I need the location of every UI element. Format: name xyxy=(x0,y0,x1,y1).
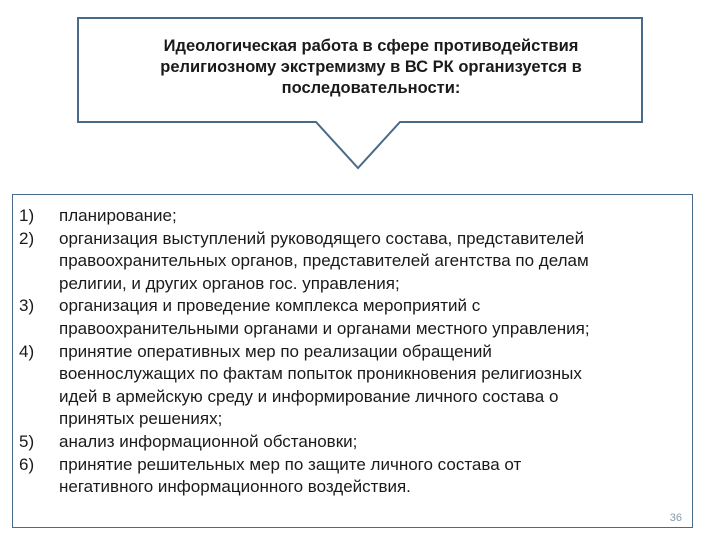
list-item-text: планирование; xyxy=(59,206,177,225)
list-item xyxy=(19,295,691,340)
list-item-text: организация и проведение комплекса мероприятий с xyxy=(59,296,481,316)
list-item-number: 2) xyxy=(19,228,35,248)
callout-title-line: религиозному экстремизму в ВС РК организуется в xyxy=(160,58,582,76)
list-item-number: 3) xyxy=(19,296,35,316)
list-item-number: 5) xyxy=(19,431,35,451)
list-item-text: принятых решениях; xyxy=(59,409,223,429)
list-item-number: 6) xyxy=(19,454,35,474)
list-item xyxy=(19,228,691,296)
list-item-number: 1) xyxy=(19,206,35,225)
steps-list xyxy=(19,205,691,499)
callout-title xyxy=(88,36,654,99)
steps-box xyxy=(12,194,693,528)
list-item xyxy=(19,205,691,228)
list-item-text: негативного информационного воздействия. xyxy=(59,477,411,497)
list-item-text: принятие оперативных мер по реализации обращений xyxy=(59,341,492,361)
list-item xyxy=(19,341,691,431)
list-item-text: идей в армейскую среду и информирование личного состава о xyxy=(59,386,559,406)
callout-title-line: последовательности: xyxy=(281,79,461,97)
list-item-text: организация выступлений руководящего состава, представителей xyxy=(59,228,585,248)
list-item-text: религии, и других органов гос. управления; xyxy=(59,273,400,293)
list-item-text: правоохранительными органами и органами местного управления; xyxy=(59,318,590,338)
list-item-number: 4) xyxy=(19,341,35,361)
list-item-text: принятие решительных мер по защите личного состава от xyxy=(59,454,522,474)
list-item xyxy=(19,454,691,499)
list-item xyxy=(19,431,691,454)
list-item-text: анализ информационной обстановки; xyxy=(59,431,358,451)
list-item-text: правоохранительных органов, представителей агентства по делам xyxy=(59,251,589,271)
list-item-text: военнослужащих по фактам попыток проникновения религиозных xyxy=(59,364,582,384)
page-number: 36 xyxy=(669,512,682,524)
callout-title-line: Идеологическая работа в сфере противодействия xyxy=(163,37,579,55)
